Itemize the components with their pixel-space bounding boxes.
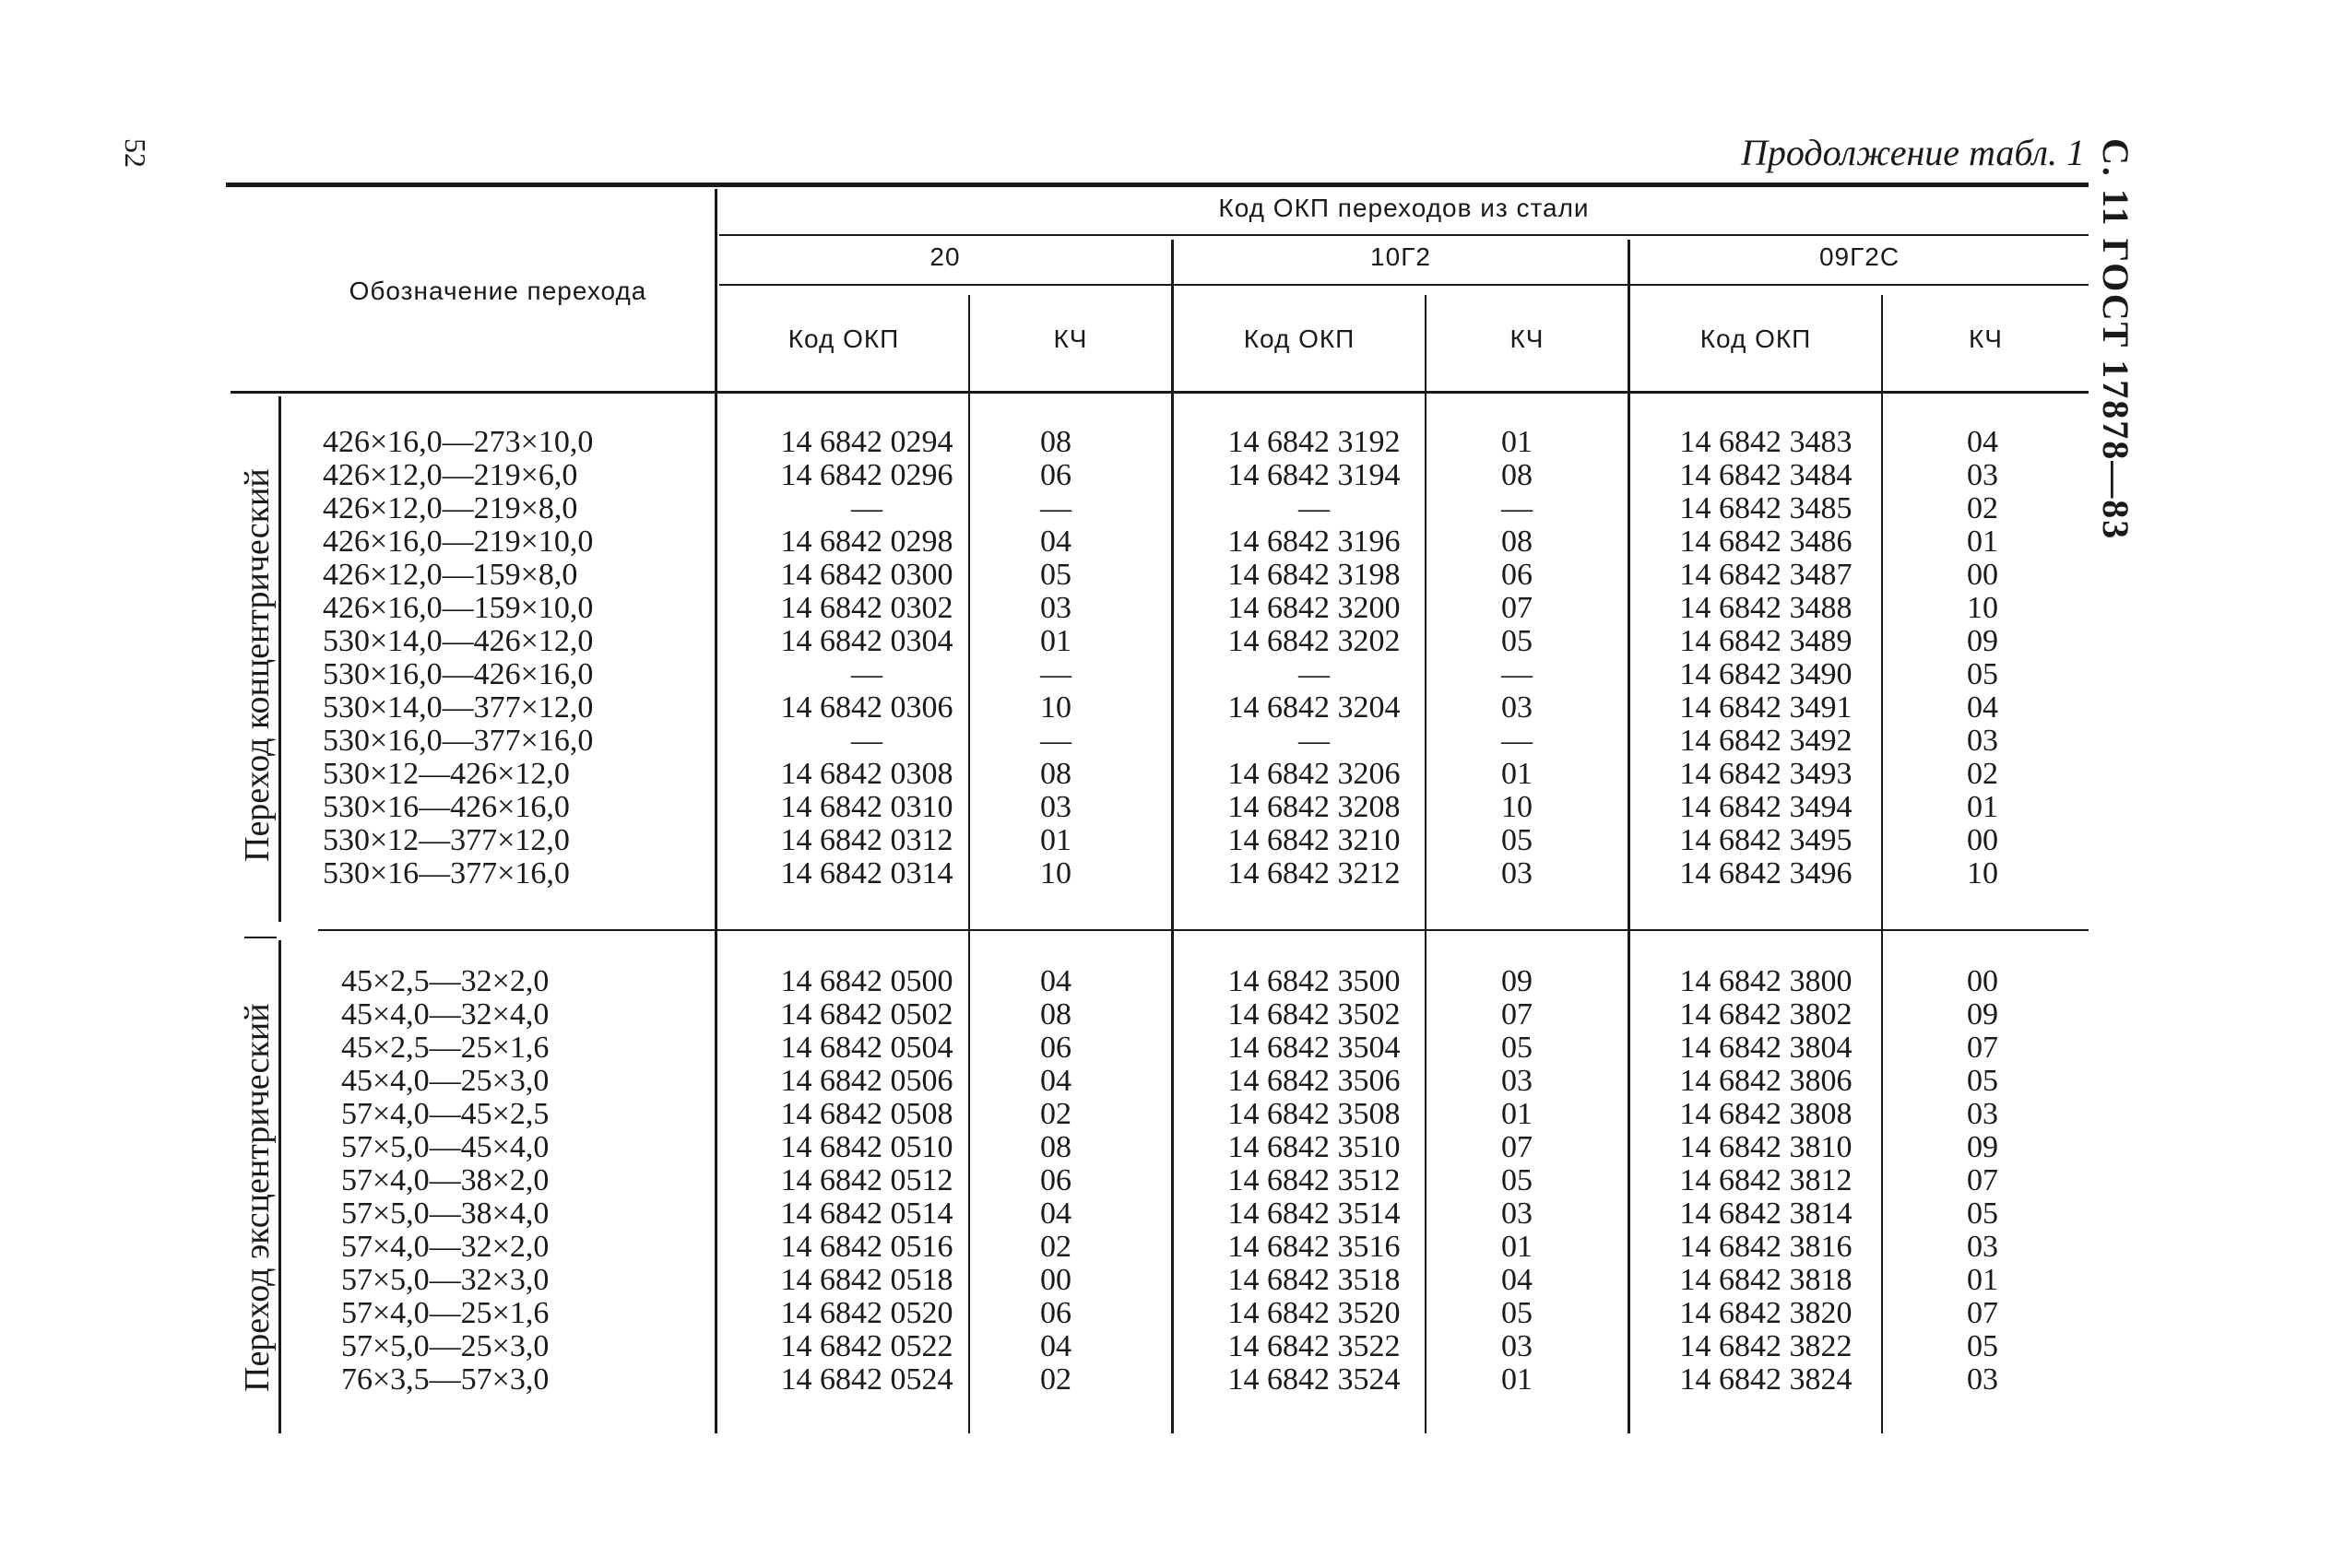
code-cell: 14 6842 3196 (1227, 525, 1401, 559)
kch-cell: 07 (1501, 1130, 1533, 1164)
code-cell: 14 6842 3489 (1679, 624, 1853, 658)
code-cell: 14 6842 3818 (1679, 1263, 1853, 1297)
kch-cell: 06 (1040, 458, 1071, 492)
designation-cell: 426×16,0—159×10,0 (323, 591, 594, 625)
kch-cell: 04 (1967, 425, 1998, 459)
code-cell: 14 6842 0312 (780, 823, 953, 857)
code-cell: 14 6842 3804 (1679, 1031, 1853, 1065)
kch-cell: 05 (1501, 624, 1533, 658)
kch-cell: 08 (1040, 757, 1071, 791)
code-cell: 14 6842 0314 (780, 856, 953, 890)
kch-cell: — (1501, 657, 1533, 691)
concentric-code-10g2-column (1190, 426, 1438, 890)
kch-cell: 08 (1501, 458, 1533, 492)
steel-10g2-header: 10Г2 (1370, 242, 1431, 271)
kch-cell: 08 (1040, 997, 1071, 1032)
designation-cell: 426×16,0—219×10,0 (323, 525, 594, 559)
code-cell: 14 6842 3194 (1227, 458, 1401, 492)
code-cell: — (851, 491, 882, 525)
kch-cell: — (1040, 657, 1071, 691)
header-bottom-rule (231, 391, 2089, 394)
eccentric-kch-10g2-column (1438, 965, 1595, 1397)
kch-cell: 05 (1501, 1163, 1533, 1197)
code-cell: 14 6842 3518 (1227, 1263, 1401, 1297)
code-cell: 14 6842 0502 (780, 997, 953, 1032)
kch-cell: 04 (1040, 964, 1071, 998)
code-cell: 14 6842 0524 (780, 1362, 953, 1397)
code-cell: 14 6842 3198 (1227, 558, 1401, 592)
designation-cell: 45×4,0—25×3,0 (341, 1064, 550, 1098)
steel-10g2-rule (1171, 240, 1174, 1433)
kch-cell: 07 (1967, 1031, 1998, 1065)
designation-cell: 530×14,0—377×12,0 (323, 690, 594, 725)
kch-cell: — (1040, 724, 1071, 758)
kch-cell: 05 (1967, 657, 1998, 691)
kch-cell: 01 (1967, 1263, 1998, 1297)
code-cell: 14 6842 3514 (1227, 1197, 1401, 1231)
code-cell: — (851, 724, 882, 758)
eccentric-kch-09g2s-column (1890, 965, 2075, 1397)
code-cell: 14 6842 3212 (1227, 856, 1401, 890)
code-cell: 14 6842 3824 (1679, 1362, 1853, 1397)
code-cell: 14 6842 3488 (1679, 591, 1853, 625)
designation-cell: 530×12—377×12,0 (323, 823, 570, 857)
group-label-concentric: Переход концентрический (238, 468, 277, 862)
kch-header-10g2: КЧ (1509, 324, 1545, 353)
kch-cell: 04 (1040, 525, 1071, 559)
code-cell: 14 6842 3512 (1227, 1163, 1401, 1197)
concentric-code-09g2s-column (1641, 426, 1890, 890)
kch-cell: 00 (1967, 823, 1998, 857)
kch-cell: 00 (1967, 964, 1998, 998)
code-header-20: Код ОКП (787, 324, 900, 353)
kch-cell: 07 (1501, 591, 1533, 625)
code-cell: 14 6842 3491 (1679, 690, 1853, 725)
designation-cell: 530×16—426×16,0 (323, 790, 570, 824)
code-cell: 14 6842 0310 (780, 790, 953, 824)
eccentric-code-20-column (728, 965, 1005, 1397)
code-cell: 14 6842 3495 (1679, 823, 1853, 857)
header-steel-rule (719, 284, 2089, 286)
kch-header-09g2s: КЧ (1969, 324, 2003, 353)
kch-cell: 07 (1501, 997, 1533, 1032)
kch-cell: 06 (1040, 1031, 1071, 1065)
code-cell: 14 6842 3502 (1227, 997, 1401, 1032)
kch-cell: 04 (1040, 1329, 1071, 1363)
standard-reference: С. 11 ГОСТ 17878—83 (2095, 138, 2137, 541)
kch-cell: 03 (1501, 1197, 1533, 1231)
kch-cell: 08 (1040, 425, 1071, 459)
designation-cell: 57×4,0—38×2,0 (341, 1163, 550, 1197)
kch-cell: 03 (1501, 1329, 1533, 1363)
kch-cell: 03 (1967, 1230, 1998, 1264)
code-cell: 14 6842 3800 (1679, 964, 1853, 998)
designation-cell: 57×4,0—25×1,6 (341, 1296, 550, 1330)
designation-header: Обозначение перехода (349, 277, 647, 305)
concentric-code-20-column (728, 426, 1005, 890)
kch-cell: 04 (1501, 1263, 1533, 1297)
code-cell: 14 6842 3200 (1227, 591, 1401, 625)
code-cell: 14 6842 3516 (1227, 1230, 1401, 1264)
kch-cell: 08 (1040, 1130, 1071, 1164)
eccentric-designation-column (341, 965, 673, 1397)
kch-cell: 01 (1040, 624, 1071, 658)
kch-cell: 10 (1501, 790, 1533, 824)
code-cell: 14 6842 0500 (780, 964, 953, 998)
kch-cell: 06 (1040, 1296, 1071, 1330)
concentric-kch-20-column (1005, 426, 1107, 890)
code-header-10g2: Код ОКП (1243, 324, 1355, 353)
code-cell: 14 6842 3496 (1679, 856, 1853, 890)
code-cell: 14 6842 3504 (1227, 1031, 1401, 1065)
kch-cell: 02 (1040, 1362, 1071, 1397)
code-cell: 14 6842 0514 (780, 1197, 953, 1231)
kch-cell: 03 (1501, 856, 1533, 890)
kch-cell: 05 (1501, 1296, 1533, 1330)
code-cell: 14 6842 0294 (780, 425, 953, 459)
code-cell: 14 6842 3820 (1679, 1296, 1853, 1330)
kch-cell: 09 (1501, 964, 1533, 998)
kch-cell: 01 (1501, 1097, 1533, 1131)
kch-cell: 02 (1040, 1097, 1071, 1131)
code-cell: 14 6842 3520 (1227, 1296, 1401, 1330)
code-cell: 14 6842 0510 (780, 1130, 953, 1164)
code-cell: 14 6842 3486 (1679, 525, 1853, 559)
code-cell: 14 6842 3204 (1227, 690, 1401, 725)
kch-cell: 03 (1040, 790, 1071, 824)
code-cell: 14 6842 3210 (1227, 823, 1401, 857)
kch-cell: 07 (1967, 1296, 1998, 1330)
code-cell: 14 6842 3485 (1679, 491, 1853, 525)
kch-cell: 00 (1967, 558, 1998, 592)
kch-cell: 01 (1501, 757, 1533, 791)
code-cell: 14 6842 0300 (780, 558, 953, 592)
designation-cell: 530×16,0—426×16,0 (323, 657, 594, 691)
steel-09g2s-header: 09Г2С (1818, 242, 1900, 271)
code-cell: — (1298, 724, 1330, 758)
code-cell: 14 6842 3802 (1679, 997, 1853, 1032)
page-number: 52 (119, 138, 152, 168)
kch-cell: 03 (1040, 591, 1071, 625)
code-cell: 14 6842 3510 (1227, 1130, 1401, 1164)
kch-cell: — (1040, 491, 1071, 525)
code-cell: 14 6842 3487 (1679, 558, 1853, 592)
code-cell: 14 6842 0516 (780, 1230, 953, 1264)
code-cell: 14 6842 3506 (1227, 1064, 1401, 1098)
kch-cell: 09 (1967, 997, 1998, 1032)
code-cell: 14 6842 3494 (1679, 790, 1853, 824)
code-cell: 14 6842 3806 (1679, 1064, 1853, 1098)
code-header-09g2s: Код ОКП (1699, 324, 1812, 353)
kch-cell: 09 (1967, 1130, 1998, 1164)
designation-cell: 57×4,0—45×2,5 (341, 1097, 550, 1131)
group-label-col-rule (278, 396, 281, 922)
kch-header-20: КЧ (1053, 324, 1088, 353)
kch-cell: 05 (1967, 1064, 1998, 1098)
kch-cell: 04 (1967, 690, 1998, 725)
code-cell: 14 6842 3483 (1679, 425, 1853, 459)
concentric-kch-10g2-column (1438, 426, 1595, 890)
kch-cell: 01 (1967, 525, 1998, 559)
code-cell: — (1298, 491, 1330, 525)
okp-header: Код ОКП переходов из стали (1218, 194, 1590, 222)
designation-cell: 530×14,0—426×12,0 (323, 624, 594, 658)
kch-cell: 01 (1501, 1362, 1533, 1397)
designation-cell: 57×5,0—32×3,0 (341, 1263, 550, 1297)
eccentric-code-10g2-column (1190, 965, 1438, 1397)
kch-cell: 01 (1967, 790, 1998, 824)
designation-cell: 45×2,5—25×1,6 (341, 1031, 550, 1065)
code-cell: 14 6842 3493 (1679, 757, 1853, 791)
kch-cell: 05 (1967, 1197, 1998, 1231)
code-cell: — (851, 657, 882, 691)
kch-cell: 03 (1967, 724, 1998, 758)
designation-cell: 530×12—426×12,0 (323, 757, 570, 791)
code-cell: 14 6842 0296 (780, 458, 953, 492)
code-cell: 14 6842 0308 (780, 757, 953, 791)
kch-cell: 10 (1967, 856, 1998, 890)
steel-09g2s-rule (1628, 240, 1630, 1433)
steel-20-header: 20 (929, 242, 961, 271)
code-cell: 14 6842 0304 (780, 624, 953, 658)
kch-cell: 03 (1967, 458, 1998, 492)
code-cell: 14 6842 3208 (1227, 790, 1401, 824)
kch-cell: 07 (1967, 1163, 1998, 1197)
code-cell: 14 6842 3490 (1679, 657, 1853, 691)
kch-cell: 01 (1501, 425, 1533, 459)
code-cell: 14 6842 0520 (780, 1296, 953, 1330)
code-cell: 14 6842 0506 (780, 1064, 953, 1098)
kch-cell: 02 (1040, 1230, 1071, 1264)
kch-cell: 03 (1967, 1097, 1998, 1131)
group-label-col-rule-2 (278, 940, 281, 1433)
code-cell: 14 6842 3492 (1679, 724, 1853, 758)
designation-cell: 45×4,0—32×4,0 (341, 997, 550, 1032)
code-cell: 14 6842 3822 (1679, 1329, 1853, 1363)
designation-cell: 530×16—377×16,0 (323, 856, 570, 890)
code-cell: 14 6842 3808 (1679, 1097, 1853, 1131)
kch-cell: 03 (1501, 1064, 1533, 1098)
kch-cell: 05 (1040, 558, 1071, 592)
code-cell: 14 6842 3202 (1227, 624, 1401, 658)
code-cell: 14 6842 0302 (780, 591, 953, 625)
kch-cell: 06 (1040, 1163, 1071, 1197)
kch-cell: 01 (1501, 1230, 1533, 1264)
group-divider-rule (318, 929, 2089, 931)
kch-cell: 00 (1040, 1263, 1071, 1297)
code-cell: 14 6842 3192 (1227, 425, 1401, 459)
kch-cell: 01 (1040, 823, 1071, 857)
header-okp-rule (719, 234, 2089, 236)
group-divider-left-rule (244, 937, 277, 938)
kch-cell: — (1501, 491, 1533, 525)
eccentric-code-09g2s-column (1641, 965, 1890, 1397)
designation-cell: 45×2,5—32×2,0 (341, 964, 550, 998)
designation-cell: 530×16,0—377×16,0 (323, 724, 594, 758)
designation-cell: 426×16,0—273×10,0 (323, 425, 594, 459)
code-cell: 14 6842 3484 (1679, 458, 1853, 492)
code-cell: 14 6842 3508 (1227, 1097, 1401, 1131)
designation-cell: 57×4,0—32×2,0 (341, 1230, 550, 1264)
code-cell: 14 6842 0508 (780, 1097, 953, 1131)
kch-cell: 04 (1040, 1064, 1071, 1098)
code-cell: 14 6842 3812 (1679, 1163, 1853, 1197)
designation-cell: 76×3,5—57×3,0 (341, 1362, 550, 1397)
designation-cell: 57×5,0—45×4,0 (341, 1130, 550, 1164)
designation-cell: 57×5,0—38×4,0 (341, 1197, 550, 1231)
designation-cell: 426×12,0—219×6,0 (323, 458, 578, 492)
kch-cell: 02 (1967, 757, 1998, 791)
code-cell: 14 6842 3524 (1227, 1362, 1401, 1397)
kch-cell: 04 (1040, 1197, 1071, 1231)
kch-cell: 09 (1967, 624, 1998, 658)
concentric-designation-column (323, 426, 655, 890)
group-label-eccentric: Переход эксцентрический (238, 1003, 277, 1392)
code-cell: 14 6842 0306 (780, 690, 953, 725)
kch-cell: 10 (1040, 690, 1071, 725)
kch-cell: 03 (1967, 1362, 1998, 1397)
code-cell: 14 6842 3500 (1227, 964, 1401, 998)
kch-cell: 10 (1967, 591, 1998, 625)
table-top-rule (226, 183, 2089, 187)
code-cell: — (1298, 657, 1330, 691)
concentric-kch-09g2s-column (1890, 426, 2075, 890)
designation-cell: 426×12,0—219×8,0 (323, 491, 578, 525)
designation-col-rule (715, 189, 717, 1433)
kch-cell: — (1501, 724, 1533, 758)
kch-cell: 05 (1501, 1031, 1533, 1065)
table-continuation-title: Продолжение табл. 1 (1740, 132, 2085, 173)
code-cell: 14 6842 3814 (1679, 1197, 1853, 1231)
code-cell: 14 6842 0504 (780, 1031, 953, 1065)
code-cell: 14 6842 3810 (1679, 1130, 1853, 1164)
kch-cell: 02 (1967, 491, 1998, 525)
code-cell: 14 6842 0518 (780, 1263, 953, 1297)
kch-cell: 05 (1501, 823, 1533, 857)
code-cell: 14 6842 0512 (780, 1163, 953, 1197)
kch-cell: 05 (1967, 1329, 1998, 1363)
code-cell: 14 6842 3206 (1227, 757, 1401, 791)
code-cell: 14 6842 3522 (1227, 1329, 1401, 1363)
kch-cell: 03 (1501, 690, 1533, 725)
code-cell: 14 6842 3816 (1679, 1230, 1853, 1264)
eccentric-kch-20-column (1005, 965, 1107, 1397)
kch-cell: 06 (1501, 558, 1533, 592)
designation-cell: 57×5,0—25×3,0 (341, 1329, 550, 1363)
designation-cell: 426×12,0—159×8,0 (323, 558, 578, 592)
kch-cell: 08 (1501, 525, 1533, 559)
code-cell: 14 6842 0298 (780, 525, 953, 559)
kch-cell: 10 (1040, 856, 1071, 890)
code-cell: 14 6842 0522 (780, 1329, 953, 1363)
